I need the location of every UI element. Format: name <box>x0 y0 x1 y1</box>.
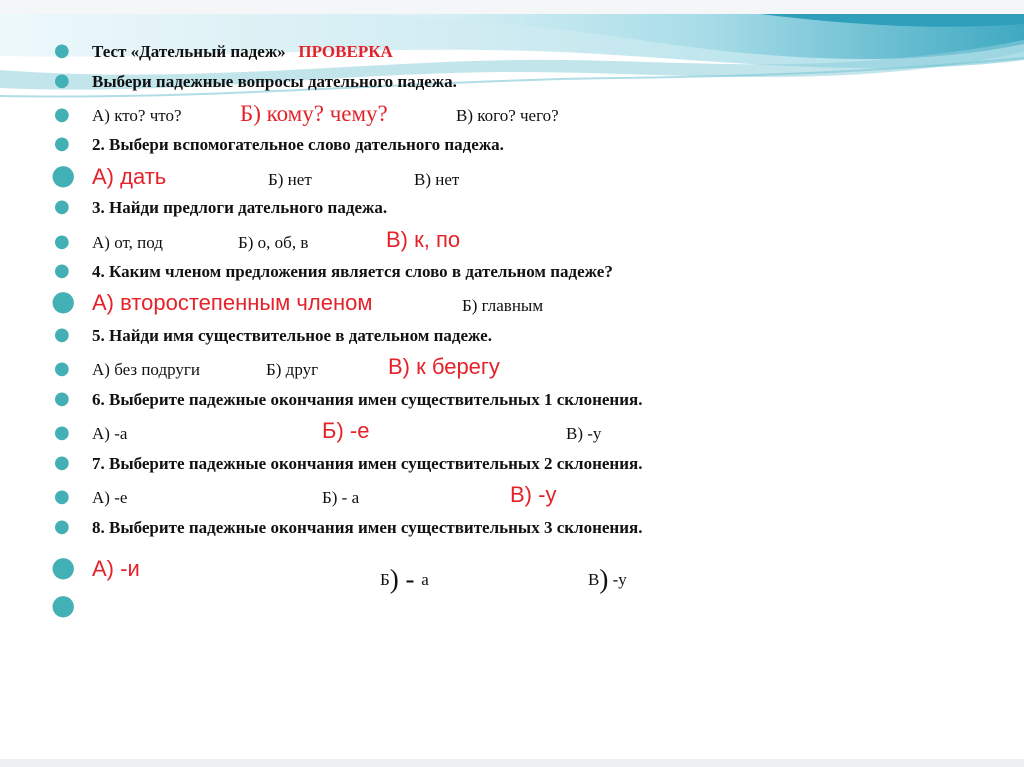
bullet-icon: ● <box>54 486 70 507</box>
option-b: Б) нет <box>268 170 312 189</box>
option-b-answer: Б) кому? чему? <box>240 101 388 126</box>
q5-question-row <box>0 326 1024 356</box>
bullet-icon: ● <box>54 324 70 345</box>
option-c-answer: В) к берегу <box>388 354 500 379</box>
option-a-answer: А) второстепенным членом <box>92 290 373 315</box>
bullet-icon: ● <box>51 588 76 621</box>
bullet-icon: ● <box>54 196 70 217</box>
option-c-answer: В) к, по <box>386 227 461 252</box>
q7-question-row <box>0 454 1024 484</box>
question-text: 8. Выберите падежные окончания имен существительных 3 склонения. <box>92 518 643 537</box>
empty-bullet-row <box>0 588 1024 630</box>
option-a: А) без подруги <box>92 360 200 379</box>
option-b-answer: Б) -е <box>322 418 370 443</box>
q1-question-row <box>0 72 1024 102</box>
bullet-icon: ● <box>54 422 70 443</box>
option-b: Б) друг <box>266 360 319 379</box>
title-highlight: ПРОВЕРКА <box>298 42 393 61</box>
q1-options-row <box>0 101 1024 136</box>
question-text: Выбери падежные вопросы дательного падежа. <box>92 72 457 91</box>
option-a-answer: А) дать <box>92 164 167 189</box>
title-row <box>0 42 1024 72</box>
q5-options-row <box>0 354 1024 390</box>
question-text: 2. Выбери вспомогательное слово дательного падежа. <box>92 135 504 154</box>
bullet-icon: ● <box>54 104 70 125</box>
option-b: Б) - а <box>322 488 360 507</box>
bullet-icon: ● <box>54 40 70 61</box>
option-c-answer: В) -у <box>510 482 557 507</box>
q8-question-row <box>0 518 1024 548</box>
question-text: 4. Каким членом предложения является слово в дательном падеже? <box>92 262 613 281</box>
option-a: А) -е <box>92 488 128 507</box>
question-text: 3. Найди предлоги дательного падежа. <box>92 198 388 217</box>
question-text: 7. Выберите падежные окончания имен существительных 2 склонения. <box>92 454 643 473</box>
option-b: Б) главным <box>462 296 544 315</box>
bullet-icon: ● <box>54 70 70 91</box>
bullet-icon: ● <box>54 231 70 252</box>
bullet-icon: ● <box>54 133 70 154</box>
q2-question-row <box>0 135 1024 165</box>
option-c: В) кого? чего? <box>456 106 559 125</box>
bullet-icon: ● <box>51 284 76 317</box>
question-text: 5. Найди имя существительное в дательном падеже. <box>92 326 492 345</box>
q7-options-row <box>0 482 1024 518</box>
q6-question-row <box>0 390 1024 420</box>
bullet-icon: ● <box>54 260 70 281</box>
q3-question-row <box>0 198 1024 228</box>
q4-options-row <box>0 284 1024 326</box>
option-a-answer: А) -и <box>92 556 140 581</box>
title-text: Тест «Дательный падеж» ПРОВЕРКА <box>92 42 393 61</box>
bullet-icon: ● <box>54 358 70 379</box>
q2-options-row <box>0 158 1024 200</box>
bullet-icon: ● <box>51 158 76 191</box>
option-c: В) нет <box>414 170 460 189</box>
option-a: А) от, под <box>92 233 163 252</box>
q6-options-row <box>0 418 1024 454</box>
question-text: 6. Выберите падежные окончания имен существительных 1 склонения. <box>92 390 643 409</box>
bullet-icon: ● <box>54 452 70 473</box>
option-c: В) -у <box>566 424 602 443</box>
option-c: В) -у <box>588 564 627 594</box>
q3-options-row <box>0 227 1024 263</box>
bullet-icon: ● <box>54 388 70 409</box>
q4-question-row <box>0 262 1024 292</box>
q8-options-row <box>0 550 1024 594</box>
bullet-icon: ● <box>54 516 70 537</box>
option-b: Б) - а <box>380 564 429 594</box>
option-a: А) кто? что? <box>92 106 182 125</box>
option-b: Б) о, об, в <box>238 233 309 252</box>
option-a: А) -а <box>92 424 128 443</box>
bullet-icon: ● <box>51 550 76 583</box>
